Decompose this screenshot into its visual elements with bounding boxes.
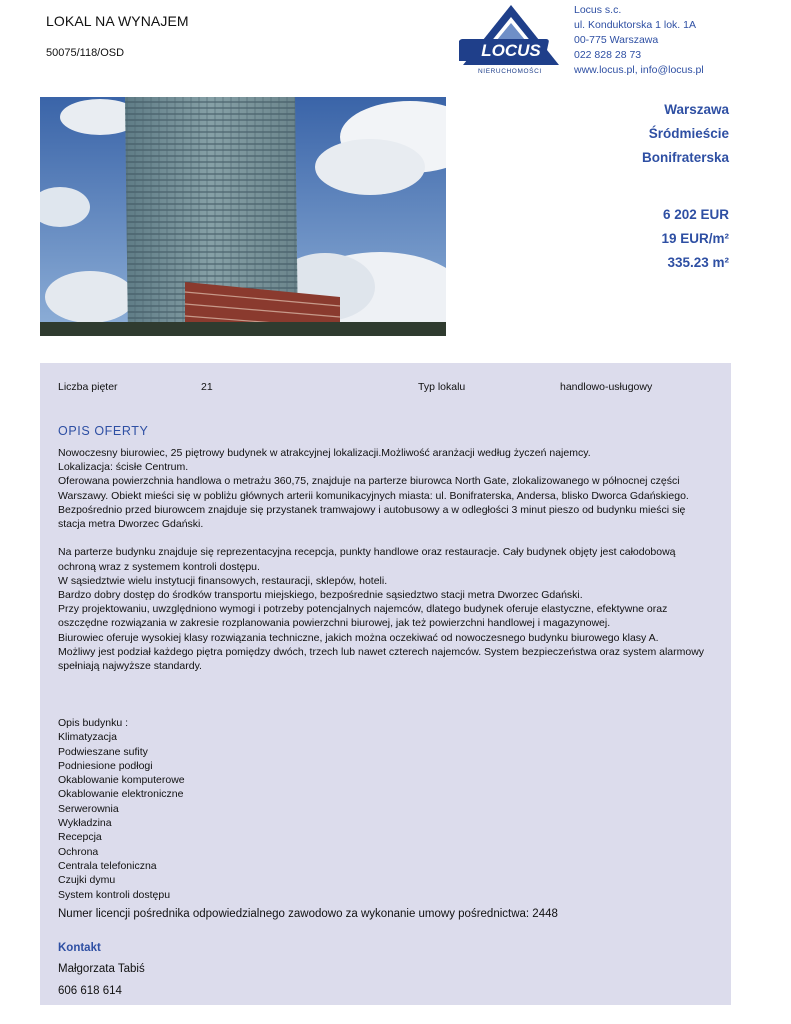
description-heading: OPIS OFERTY — [58, 424, 149, 438]
company-name: Locus s.c. — [574, 4, 622, 16]
description-line: Biurowiec oferuje wysokiej klasy rozwiązania techniczne, jakich można oczekiwać od nowoczesnego budynku biurowego klasy A. — [58, 631, 659, 644]
logo-subtext: NIERUCHOMOŚCI — [478, 68, 542, 75]
description-line: W sąsiedztwie wielu instytucji finansowych, restauracji, sklepów, hoteli. — [58, 574, 388, 587]
license-note: Numer licencji pośrednika odpowiedzialnego zawodowo za wykonanie umowy pośrednictwa: 2448 — [58, 908, 558, 920]
feature-item: Okablowanie komputerowe — [58, 774, 185, 787]
feature-item: Centrala telefoniczna — [58, 859, 157, 872]
building-photo — [40, 97, 446, 336]
location-city: Warszawa — [664, 102, 729, 117]
floors-label: Liczba pięter — [58, 381, 118, 393]
feature-item: Podniesione podłogi — [58, 759, 153, 772]
description-line: Nowoczesny biurowiec, 25 piętrowy budynek w atrakcyjnej lokalizacji.Możliwość aranżacji według życzeń najemcy. — [58, 447, 591, 459]
feature-item: Serwerownia — [58, 802, 119, 815]
floors-value: 21 — [201, 381, 213, 393]
description-line: Przy projektowaniu, uwzględniono wymogi i potrzeby potencjalnych najemców, dlatego budynek oferuje elastyczne, efektywne oraz — [58, 603, 668, 616]
address-line-1: ul. Konduktorska 1 lok. 1A — [574, 19, 696, 31]
description-line: ochroną wraz z systemem kontroli dostępu. — [58, 560, 260, 573]
location-district: Śródmieście — [648, 126, 729, 141]
address-line-2: 00-775 Warszawa — [574, 34, 659, 46]
description-line: oszczędne rozwiązania w zakresie rozplanowania powierzchni biurowej, jak też powierzchni handlowej i magazynowej. — [58, 617, 611, 630]
description-line: Bezpośrednio przed biurowcem znajduje się przystanek tramwajowy i autobusowy a w odległości 3 minut pieszo od budynku mieści się — [58, 503, 686, 516]
description-line: Bardzo dobry dostęp do środków transportu miejskiego, bezpośrednie sąsiedztwo stacji metra Dworzec Gdański. — [58, 589, 583, 602]
description-text — [58, 446, 718, 673]
type-label: Typ lokalu — [418, 381, 466, 393]
contact-name: Małgorzata Tabiś — [58, 963, 145, 975]
reference-number: 50075/118/OSD — [46, 47, 125, 59]
building-features — [58, 716, 185, 902]
contact-phone[interactable]: 606 618 614 — [58, 985, 122, 997]
feature-item: Recepcja — [58, 831, 102, 844]
feature-item: Wykładzina — [58, 817, 112, 830]
description-line: Możliwy jest podział każdego piętra pomiędzy dwóch, trzech lub nawet czterech najemców. System bezpieczeństwa oraz system alarmowy — [58, 645, 705, 658]
price-per-m2: 19 EUR/m² — [661, 231, 729, 246]
feature-item: System kontroli dostępu — [58, 888, 171, 901]
agency-contact-block — [574, 3, 704, 78]
location-street: Bonifraterska — [641, 150, 729, 165]
description-line: stacja metra Dworzec Gdański. — [58, 518, 204, 531]
description-line: Lokalizacja: ścisłe Centrum. — [58, 461, 189, 474]
feature-item: Klimatyzacja — [58, 731, 117, 744]
features-list — [58, 730, 185, 902]
description-line: Warszawy. Obiekt mieści się w pobliżu głównych arterii komunikacyjnych miasta: ul. Bonifraterska, Andersa, blisko Dworca Gdańskiego. — [58, 489, 689, 502]
features-heading: Opis budynku : — [58, 717, 129, 729]
description-line: spełniają najwyższe standardy. — [58, 660, 202, 673]
agency-phone: 022 828 28 73 — [574, 49, 642, 61]
feature-item: Czujki dymu — [58, 874, 116, 887]
description-line — [58, 531, 718, 545]
price-total: 6 202 EUR — [662, 207, 729, 222]
svg-text:LOCUS: LOCUS — [481, 41, 541, 60]
description-line: Oferowana powierzchnia handlowa o metrażu 360,75, znajduje na parterze biurowca North Gate, zlokalizowanego w północnej części — [58, 475, 680, 488]
feature-item: Podwieszane sufity — [58, 745, 148, 758]
type-value: handlowo-usługowy — [560, 381, 653, 393]
agency-web-email[interactable]: www.locus.pl, info@locus.pl — [574, 64, 704, 76]
area: 335.23 m² — [667, 255, 729, 270]
feature-item: Ochrona — [58, 845, 99, 858]
contact-heading: Kontakt — [58, 942, 101, 954]
listing-title: LOKAL NA WYNAJEM — [46, 13, 189, 29]
feature-item: Okablowanie elektroniczne — [58, 788, 184, 801]
description-line: Na parterze budynku znajduje się reprezentacyjna recepcja, punkty handlowe oraz restauracje. Cały budynek objęty jest całodobową — [58, 546, 676, 559]
